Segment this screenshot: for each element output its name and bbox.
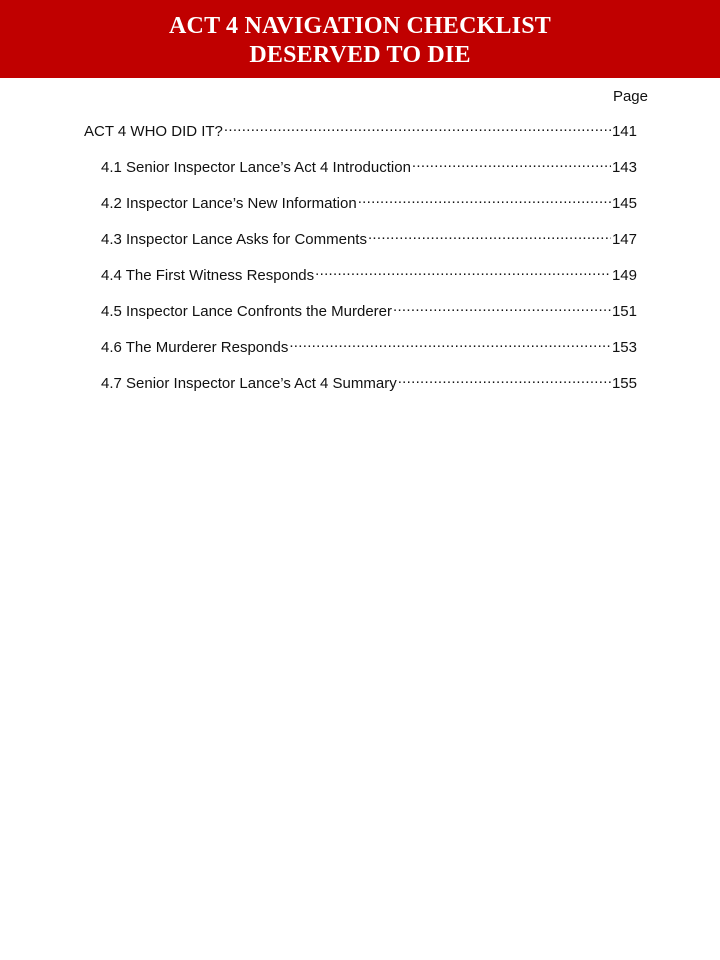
toc-entry[interactable] [101,190,637,213]
toc-entry[interactable] [101,298,637,321]
toc-entry-page: 147 [611,231,637,248]
toc-entry[interactable] [101,370,637,393]
toc-entry-page: 149 [611,267,637,284]
dot-leader [393,298,611,316]
toc-entry-title: 4.2 Inspector Lance’s New Information [101,195,357,212]
page-header [0,0,720,78]
dot-leader [224,118,611,136]
toc-entry-page: 151 [611,303,637,320]
toc-entry-page: 155 [611,375,637,392]
dot-leader [289,334,611,352]
dot-leader [368,226,611,244]
toc-entry-title: ACT 4 WHO DID IT? [84,123,223,140]
dot-leader [358,190,611,208]
toc-entry-title: 4.3 Inspector Lance Asks for Comments [101,231,367,248]
dot-leader [412,154,611,172]
toc-entry[interactable] [101,334,637,357]
toc-entry-page: 153 [611,339,637,356]
toc-main-entry[interactable] [84,118,637,141]
page-column-label: Page [612,88,648,105]
toc-entry-title: 4.6 The Murderer Responds [101,339,289,356]
toc-entry-page: 143 [611,159,637,176]
toc-entry[interactable] [101,262,637,285]
toc-entry-title: 4.1 Senior Inspector Lance’s Act 4 Introduction [101,159,411,176]
dot-leader [315,262,611,280]
toc-entry[interactable] [101,154,637,177]
toc-entry-page: 141 [611,123,637,140]
toc-entry-title: 4.5 Inspector Lance Confronts the Murderer [101,303,392,320]
toc-entry-page: 145 [611,195,637,212]
toc-entry-title: 4.4 The First Witness Responds [101,267,315,284]
toc-entry[interactable] [101,226,637,249]
dot-leader [398,370,611,388]
toc-entry-title: 4.7 Senior Inspector Lance’s Act 4 Summary [101,375,397,392]
header-title-line-1: ACT 4 NAVIGATION CHECKLIST [169,13,551,39]
header-title-line-2: DESERVED TO DIE [249,42,471,68]
